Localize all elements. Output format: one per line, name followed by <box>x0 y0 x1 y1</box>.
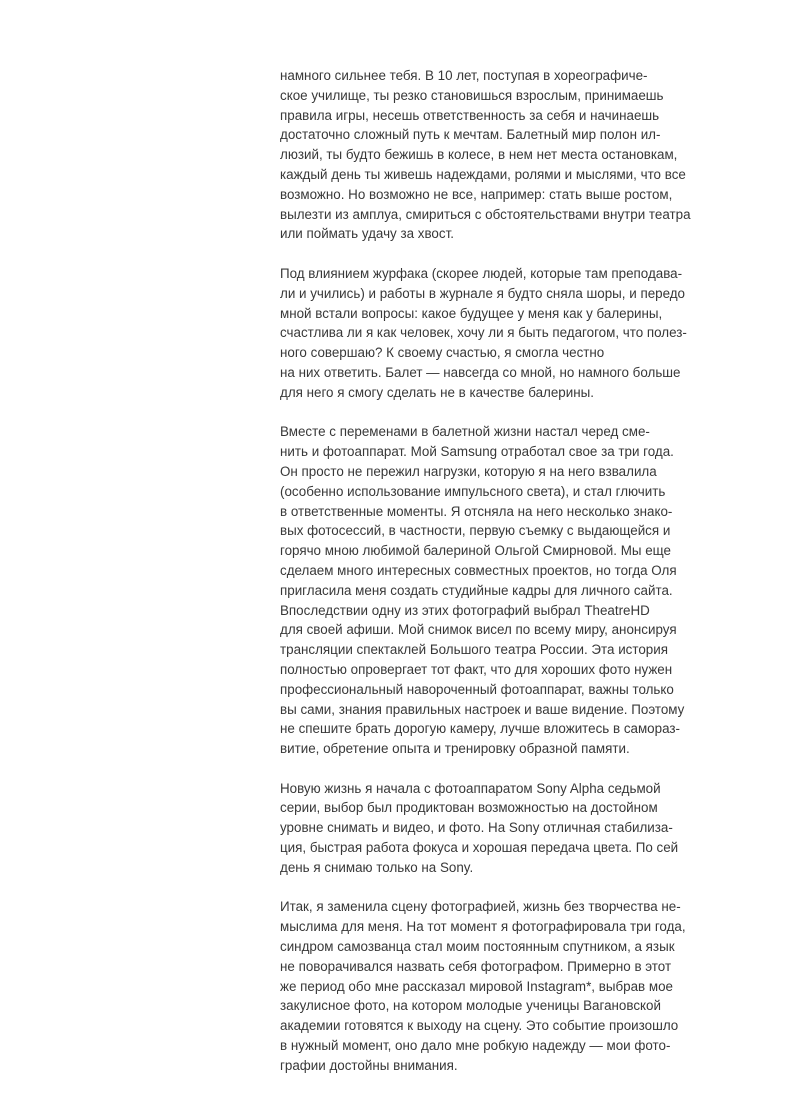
text-line: в нужный момент, оно дало мне робкую надежду — мои фото- <box>280 1038 671 1054</box>
text-line: витие, обретение опыта и тренировку образной памяти. <box>280 741 630 757</box>
text-line: в ответственные моменты. Я отсняла на него несколько знако- <box>280 503 673 519</box>
text-line: для своей афиши. Мой снимок висел по всему миру, анонсируя <box>280 622 677 638</box>
text-line: или поймать удачу за хвост. <box>280 226 454 242</box>
text-line: люзий, ты будто бежишь в колесе, в нем нет места остановкам, <box>280 147 678 163</box>
text-line: сделаем много интересных совместных проектов, но тогда Оля <box>280 562 677 578</box>
text-line: Впоследствии одну из этих фотографий выбрал TheatreHD <box>280 602 650 618</box>
text-line: пригласила меня создать студийные кадры для личного сайта. <box>280 582 673 598</box>
text-line: возможно. Но возможно не все, например: стать выше ростом, <box>280 186 673 202</box>
paragraph-1 <box>280 66 691 244</box>
text-line: на них ответить. Балет — навсегда со мной, но намного больше <box>280 364 681 380</box>
text-line: не спешите брать дорогую камеру, лучше вложитесь в самораз- <box>280 721 680 737</box>
text-line: правила игры, несешь ответственность за себя и начинаешь <box>280 107 660 123</box>
text-line: мной встали вопросы: какое будущее у меня как у балерины, <box>280 305 663 321</box>
text-line: трансляции спектаклей Большого театра России. Эта история <box>280 642 668 658</box>
text-line: Итак, я заменила сцену фотографией, жизнь без творчества не- <box>280 899 681 915</box>
paragraph-4 <box>280 779 680 878</box>
text-line: нить и фотоаппарат. Мой Samsung отработал свое за три года. <box>280 444 674 460</box>
text-line: академии готовятся к выходу на сцену. Это событие произошло <box>280 1018 679 1034</box>
paragraph-3 <box>280 422 685 759</box>
text-line: уровне снимать и видео, и фото. На Sony отличная стабилиза- <box>280 820 673 836</box>
text-line: Он просто не пережил нагрузки, которую я на него взвалила <box>280 463 657 479</box>
text-line: графии достойны внимания. <box>280 1057 458 1073</box>
text-line: достаточно сложный путь к мечтам. Балетный мир полон ил- <box>280 127 661 143</box>
text-line: Вместе с переменами в балетной жизни настал черед сме- <box>280 424 650 440</box>
text-line: вых фотосессий, в частности, первую съемку с выдающейся и <box>280 523 671 539</box>
text-line: день я снимаю только на Sony. <box>280 859 474 875</box>
text-line: мыслима для меня. На тот момент я фотографировала три года, <box>280 919 686 935</box>
text-line: для него я смогу сделать не в качестве балерины. <box>280 384 594 400</box>
text-line: не поворачивался назвать себя фотографом. Примерно в этот <box>280 958 672 974</box>
text-line: Под влиянием журфака (скорее людей, которые там преподава- <box>280 265 683 281</box>
text-line: ного совершаю? К своему счастью, я смогла честно <box>280 345 605 361</box>
text-line: синдром самозванца стал моим постоянным спутником, а язык <box>280 939 675 955</box>
text-line: серии, выбор был продиктован возможностью на достойном <box>280 800 658 816</box>
text-line: закулисное фото, на котором молодые ученицы Вагановской <box>280 998 661 1014</box>
text-line: полностью опровергает тот факт, что для хороших фото нужен <box>280 661 673 677</box>
text-line: же период обо мне рассказал мировой Instagram*, выбрав мое <box>280 978 673 994</box>
text-line: ция, быстрая работа фокуса и хорошая передача цвета. По сей <box>280 840 679 856</box>
text-line: профессиональный навороченный фотоаппарат, важны только <box>280 681 674 697</box>
text-line: Новую жизнь я начала с фотоаппаратом Sony Alpha седьмой <box>280 780 661 796</box>
text-line: ское училище, ты резко становишься взрослым, принимаешь <box>280 87 664 103</box>
text-line: каждый день ты живешь надеждами, ролями и мыслями, что все <box>280 166 686 182</box>
paragraph-5 <box>280 897 686 1075</box>
text-line: счастлива ли я как человек, хочу ли я быть педагогом, что полез- <box>280 325 687 341</box>
text-line: горячо мною любимой балериной Ольгой Смирновой. Мы еще <box>280 543 671 559</box>
text-line: (особенно использование импульсного света), и стал глючить <box>280 483 666 499</box>
text-line: вылезти из амплуа, смириться с обстоятельствами внутри театра <box>280 206 691 222</box>
paragraph-2 <box>280 264 687 403</box>
text-line: вы сами, знания правильных настроек и ваше видение. Поэтому <box>280 701 685 717</box>
text-line: намного сильнее тебя. В 10 лет, поступая в хореографиче- <box>280 68 648 83</box>
text-line: ли и учились) и работы в журнале я будто сняла шоры, и передо <box>280 285 686 301</box>
article-body <box>280 66 691 1095</box>
